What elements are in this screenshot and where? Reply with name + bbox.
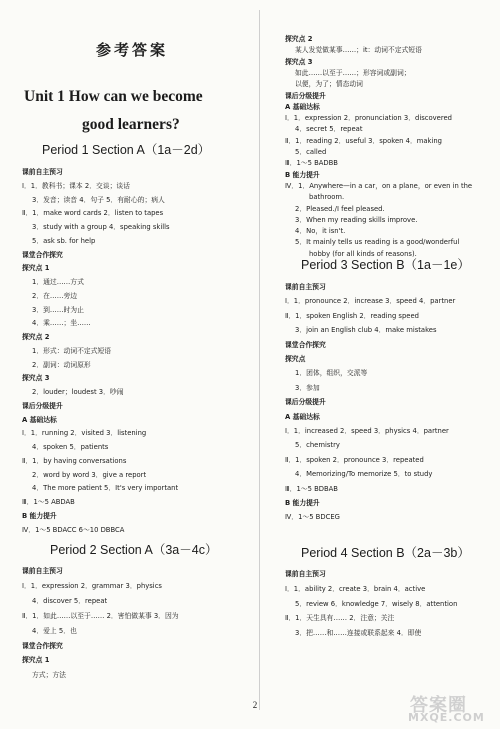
watermark-url: MXQE.COM [408,711,485,724]
answer-line: Ⅳ．1．Anywhere—in a car，on a plane，or even in the [285,181,473,190]
answer-line: 4．discover 5．repeat [32,596,108,605]
section-label: 课后分级提升 [22,401,63,410]
site-watermark [400,691,492,725]
section-label: 课后分级提升 [285,91,326,100]
answer-line: 5．It mainly tells us reading is a good/wonderful [295,238,460,247]
answer-line: 4．spoken 5．patients [32,443,109,451]
answer-line: 3．把……和……连接或联系起来 4．即使 [295,629,422,638]
answer-line: 2．副词：动词原形 [32,360,91,369]
answer-line: 某人发觉做某事……；it：动词不定式短语 [295,46,422,55]
answer-line: Ⅰ．1．ability 2．create 3．brain 4．active [285,584,426,593]
answer-line: 4．The more patient 5．It's very important [32,484,179,493]
page-title: 参考答案 [96,41,169,59]
answer-line: Ⅱ．1．reading 2．useful 3．spoken 4．making [285,136,442,145]
answer-line: 3．join an English club 4．make mistakes [295,326,437,335]
answer-line: hobby (for all kinds of reasons). [309,249,417,258]
answer-line: 2．louder；loudest 3．吵闹 [32,388,124,396]
answer-line: Ⅰ．1．expression 2．grammar 3．physics [22,581,162,590]
answer-line: Ⅰ．1．expression 2．pronunciation 3．discovered [285,114,452,123]
answer-line: Ⅱ．1．spoken 2．pronounce 3．repeated [285,455,424,464]
answer-line: Ⅱ．1．make word cards 2．listen to tapes [22,209,164,218]
answer-line: 4．乘……；坐…… [32,319,91,328]
answer-line: 2．Pleased./I feel pleased. [295,204,385,213]
answer-line: 4．secret 5．repeat [295,125,363,134]
answer-line: Ⅰ．1．running 2．visited 3．listening [22,429,147,438]
section-label: B 能力提升 [285,499,320,507]
section-label: 课前自主预习 [22,567,63,575]
section-label: A 基础达标 [22,415,57,424]
answer-line: Ⅲ．1～5 BADBB [285,159,338,168]
answer-line: 方式；方法 [32,671,66,680]
section-label: 探究点 3 [285,57,313,66]
unit-title-line2: good learners? [82,116,180,133]
section-label: 探究点 3 [22,374,50,383]
section-label: 探究点 2 [22,333,50,341]
answer-line: 1．通过……方式 [32,278,84,286]
answer-line: Ⅱ．1．spoken English 2．reading speed [285,311,419,320]
period-3-heading: Period 3 Section B（1a－1e） [301,258,470,272]
section-label: A 基础达标 [285,102,320,111]
answer-line: Ⅲ．1～5 BDBAB [285,484,338,493]
answer-line: Ⅰ．1．pronounce 2．increase 3．speed 4．partner [285,297,456,306]
answer-line: 3．到……时为止 [32,305,84,314]
period-1-heading: Period 1 Section A（1a－2d） [42,143,211,157]
answer-line: 5．ask sb. for help [32,236,96,245]
period-4-heading: Period 4 Section B（2a－3b） [301,546,470,560]
section-label: 探究点 [285,355,306,363]
section-label: 课前自主预习 [285,283,326,291]
section-label: 课前自主预习 [22,168,63,176]
answer-line: Ⅱ．1．如此……以至于…… 2．害怕做某事 3．因为 [22,611,179,620]
answer-line: 3．发音；读音 4．句子 5．有耐心的；病人 [32,195,165,204]
answer-line: 如此……以至于……；形容词或副词； [295,68,411,77]
answer-line: Ⅲ．1～5 ABDAB [22,498,75,506]
section-label: 课堂合作探究 [285,340,326,349]
page-number: 2 [252,700,258,710]
section-label: 课堂合作探究 [22,641,63,650]
unit-title-line1: Unit 1 How can we become [24,88,203,105]
period-2-heading: Period 2 Section A（3a－4c） [50,543,218,557]
answer-line: 以便，为了；情态动词 [295,80,363,89]
section-label: B 能力提升 [285,170,320,179]
answer-line: 3．When my reading skills improve. [295,215,418,224]
section-label: 探究点 1 [22,264,50,273]
section-label: 探究点 1 [22,656,50,665]
answer-line: Ⅳ．1～5 BDCEG [285,513,340,522]
answer-line: 3．参加 [295,383,320,392]
answer-line: 2．在……旁边 [32,291,78,300]
answer-line: 2．word by word 3．give a report [32,470,147,479]
answer-line: 4．No，it isn't. [295,227,346,236]
section-label: 课后分级提升 [285,398,326,407]
section-label: 课前自主预习 [285,570,326,578]
answer-line: 3．study with a group 4．speaking skills [32,223,170,231]
answer-line: Ⅰ．1．教科书；课本 2．交谈；谈话 [22,181,130,190]
column-divider [259,10,260,710]
answer-line: 5．called [295,148,327,156]
section-label: A 基础达标 [285,412,320,421]
answer-line: Ⅳ．1～5 BDACC 6～10 DBBCA [22,525,125,534]
answer-line: Ⅰ．1．increased 2．speed 3．physics 4．partner [285,427,449,435]
section-label: B 能力提升 [22,511,57,520]
section-label: 课堂合作探究 [22,250,63,259]
answer-line: 5．review 6．knowledge 7．wisely 8．attention [295,599,458,608]
answer-line: 1．团体，组织，交派等 [295,369,368,378]
watermark-logo-text: 答案圈 [410,695,467,716]
section-label: 探究点 2 [285,35,313,43]
answer-line: 4．爱上 5．也 [32,626,77,635]
answer-line: 4．Memorizing/To memorize 5．to study [295,470,433,479]
answer-line: 1．形式：动词不定式短语 [32,346,112,355]
answer-line: Ⅱ．1．天生具有…… 2．注意；关注 [285,614,395,623]
answer-line: Ⅱ．1．by having conversations [22,456,127,465]
answer-line: 5．chemistry [295,441,340,450]
answer-line: bathroom. [309,193,345,202]
